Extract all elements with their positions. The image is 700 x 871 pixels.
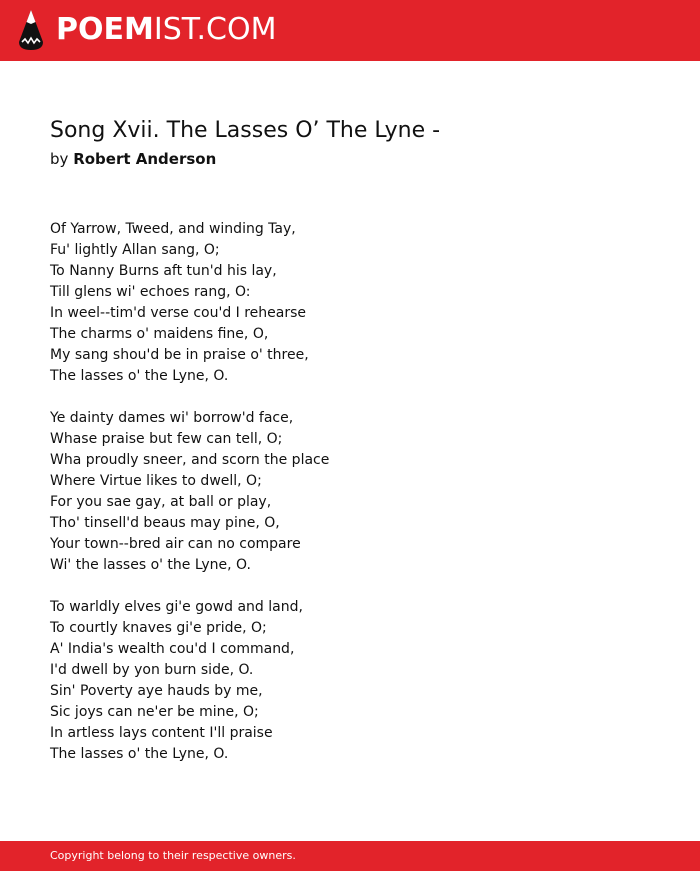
stanza [50,408,329,576]
site-footer [0,841,700,871]
site-logo[interactable] [18,9,276,51]
poem-line: Your town--bred air can no compare [50,536,301,552]
poem-line: Sic joys can ne'er be mine, O; [50,704,259,720]
poem-line: Fu' lightly Allan sang, O; [50,242,220,258]
author-name[interactable]: Robert Anderson [73,150,217,168]
poem-title: Song Xvii. The Lasses O’ The Lyne - [50,118,441,143]
poem-line: The charms o' maidens fine, O, [50,326,269,342]
poem-line: Till glens wi' echoes rang, O: [50,284,251,300]
byline-prefix: by [50,150,69,168]
poem-line: Sin' Poverty aye hauds by me, [50,683,263,699]
poem-line: Of Yarrow, Tweed, and winding Tay, [50,221,296,237]
poem-line: I'd dwell by yon burn side, O. [50,662,254,678]
copyright-notice: Copyright belong to their respective owners. [50,849,296,862]
logo-wordmark [56,10,276,50]
poem-line: Where Virtue likes to dwell, O; [50,473,262,489]
byline [50,148,216,170]
site-header [0,0,700,61]
poem-line: To courtly knaves gi'e pride, O; [50,620,267,636]
poem-line: A' India's wealth cou'd I command, [50,641,295,657]
poem-line: In artless lays content I'll praise [50,725,273,741]
poem-line: For you sae gay, at ball or play, [50,494,272,510]
stanza [50,219,329,387]
poem-line: To Nanny Burns aft tun'd his lay, [50,263,277,279]
poem-line: The lasses o' the Lyne, O. [50,368,229,384]
pencil-tip-icon [18,9,44,51]
poem-line: Tho' tinsell'd beaus may pine, O, [50,515,280,531]
poem-line: Whase praise but few can tell, O; [50,431,283,447]
poem-line: My sang shou'd be in praise o' three, [50,347,309,363]
poem-line: Wi' the lasses o' the Lyne, O. [50,557,251,573]
poem-line: The lasses o' the Lyne, O. [50,746,229,762]
stanza [50,597,329,765]
poem-line: Ye dainty dames wi' borrow'd face, [50,410,294,426]
poem-line: To warldly elves gi'e gowd and land, [50,599,303,615]
poem-body [50,219,329,786]
logo-wordmark-bold: POEM [56,12,154,47]
poem-line: Wha proudly sneer, and scorn the place [50,452,330,468]
poem-line: In weel--tim'd verse cou'd I rehearse [50,305,307,321]
logo-wordmark-light: IST.COM [153,12,277,47]
